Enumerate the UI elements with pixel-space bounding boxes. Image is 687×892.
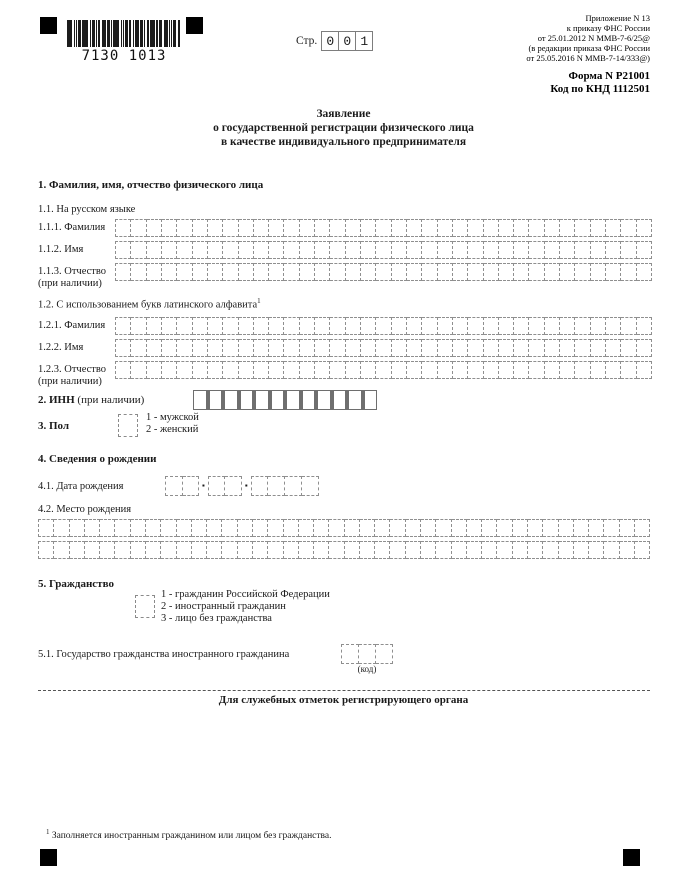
page-number [296,31,373,51]
gender-option-female: 2 - женский [146,424,199,435]
citizenship-country-code-field[interactable] [341,644,393,664]
name-ru-field[interactable] [115,241,652,259]
form-title-line2: о государственной регистрации физического лица [213,122,474,134]
appendix-note-line: (в редакции приказа ФНС России [528,43,650,53]
code-caption: (код) [357,664,377,674]
footnote-marker: 1 [46,828,50,836]
form-title [0,107,687,149]
birth-place-field-row1[interactable] [38,519,650,537]
gender-options [146,412,199,436]
patronymic-latin-label: 1.2.3. Отчество (при наличии) [38,364,107,387]
section4-header: 4. Сведения о рождении [38,453,157,465]
surname-ru-field[interactable] [115,219,652,237]
page-number-label: Стр. [296,35,318,47]
appendix-note-line: к приказу ФНС России [566,23,650,33]
barcode-number: 7130 1013 [79,49,170,64]
patronymic-latin-field[interactable] [115,361,652,379]
citizenship-checkbox[interactable] [135,595,155,618]
name-latin-label: 1.2.2. Имя [38,342,84,353]
appendix-note-line: от 25.05.2016 N ММВ-7-14/333@) [526,53,650,63]
gender-option-male: 1 - мужской [146,412,199,423]
gender-checkbox[interactable] [118,414,138,437]
barcode-image [64,20,184,47]
birth-place-field-row2[interactable] [38,541,650,559]
name-latin-field[interactable] [115,339,652,357]
footnote: $^1$ Заполняется иностранным гражданином или лицом без гражданства. [46,828,332,842]
appendix-note-line: Приложение N 13 [585,13,650,23]
citizenship-options [161,589,330,625]
corner-anchor-top-left [40,17,57,34]
appendix-note [526,13,650,96]
surname-latin-label: 1.2.1. Фамилия [38,320,106,331]
birth-date-label: 4.1. Дата рождения [38,481,124,492]
corner-anchor-top-left-2 [186,17,203,34]
date-separator: ▪ [202,481,205,490]
citizenship-option-stateless: 3 - лицо без гражданства [161,613,272,624]
footnote-ref: 1 [257,297,261,305]
name-ru-label: 1.1.2. Имя [38,244,84,255]
patronymic-ru-field[interactable] [115,263,652,281]
birth-place-label: 4.2. Место рождения [38,504,132,515]
birth-date-day-field[interactable] [165,476,199,496]
surname-latin-field[interactable] [115,317,652,335]
inn-field[interactable] [193,390,377,410]
page-number-cell: 0 [338,31,356,51]
section5-header: 5. Гражданство [38,578,114,590]
barcode [64,20,184,65]
page-number-cell: 1 [355,31,373,51]
page-number-cell: 0 [321,31,339,51]
form-title-line3: в качестве индивидуального предпринимателя [220,136,467,148]
service-section-divider [38,690,650,691]
birth-date-year-field[interactable] [251,476,319,496]
section1-sub-latin: 1.2. С использованием букв латинского алфавита$^1$ [38,297,261,311]
section1-sub-russian: 1.1. На русском языке [38,204,136,215]
corner-anchor-bottom-left [40,849,57,866]
citizenship-country-label: 5.1. Государство гражданства иностранного гражданина [38,649,290,660]
date-separator: ▪ [244,481,248,490]
form-title-line1: Заявление [316,108,371,120]
patronymic-ru-label: 1.1.3. Отчество (при наличии) [38,266,107,289]
service-section-title: Для служебных отметок регистрирующего органа [218,694,469,706]
surname-ru-label: 1.1.1. Фамилия [38,222,106,233]
birth-date-field [165,476,319,496]
section3-label: 3. Пол [38,420,70,432]
knd-code: Код по КНД 1112501 [550,83,650,95]
citizenship-option-foreign: 2 - иностранный гражданин [161,601,286,612]
section1-header: 1. Фамилия, имя, отчество физического лица [38,179,264,191]
section2-label: 2. ИНН (при наличии) [38,394,145,406]
citizenship-option-rf: 1 - гражданин Российской Федерации [161,589,330,600]
birth-date-month-field[interactable] [208,476,242,496]
citizenship-country-code [341,644,393,674]
form-number: Форма N Р21001 [568,70,650,82]
appendix-note-line: от 25.01.2012 N ММВ-7-6/25@ [537,33,650,43]
corner-anchor-bottom-right [623,849,640,866]
